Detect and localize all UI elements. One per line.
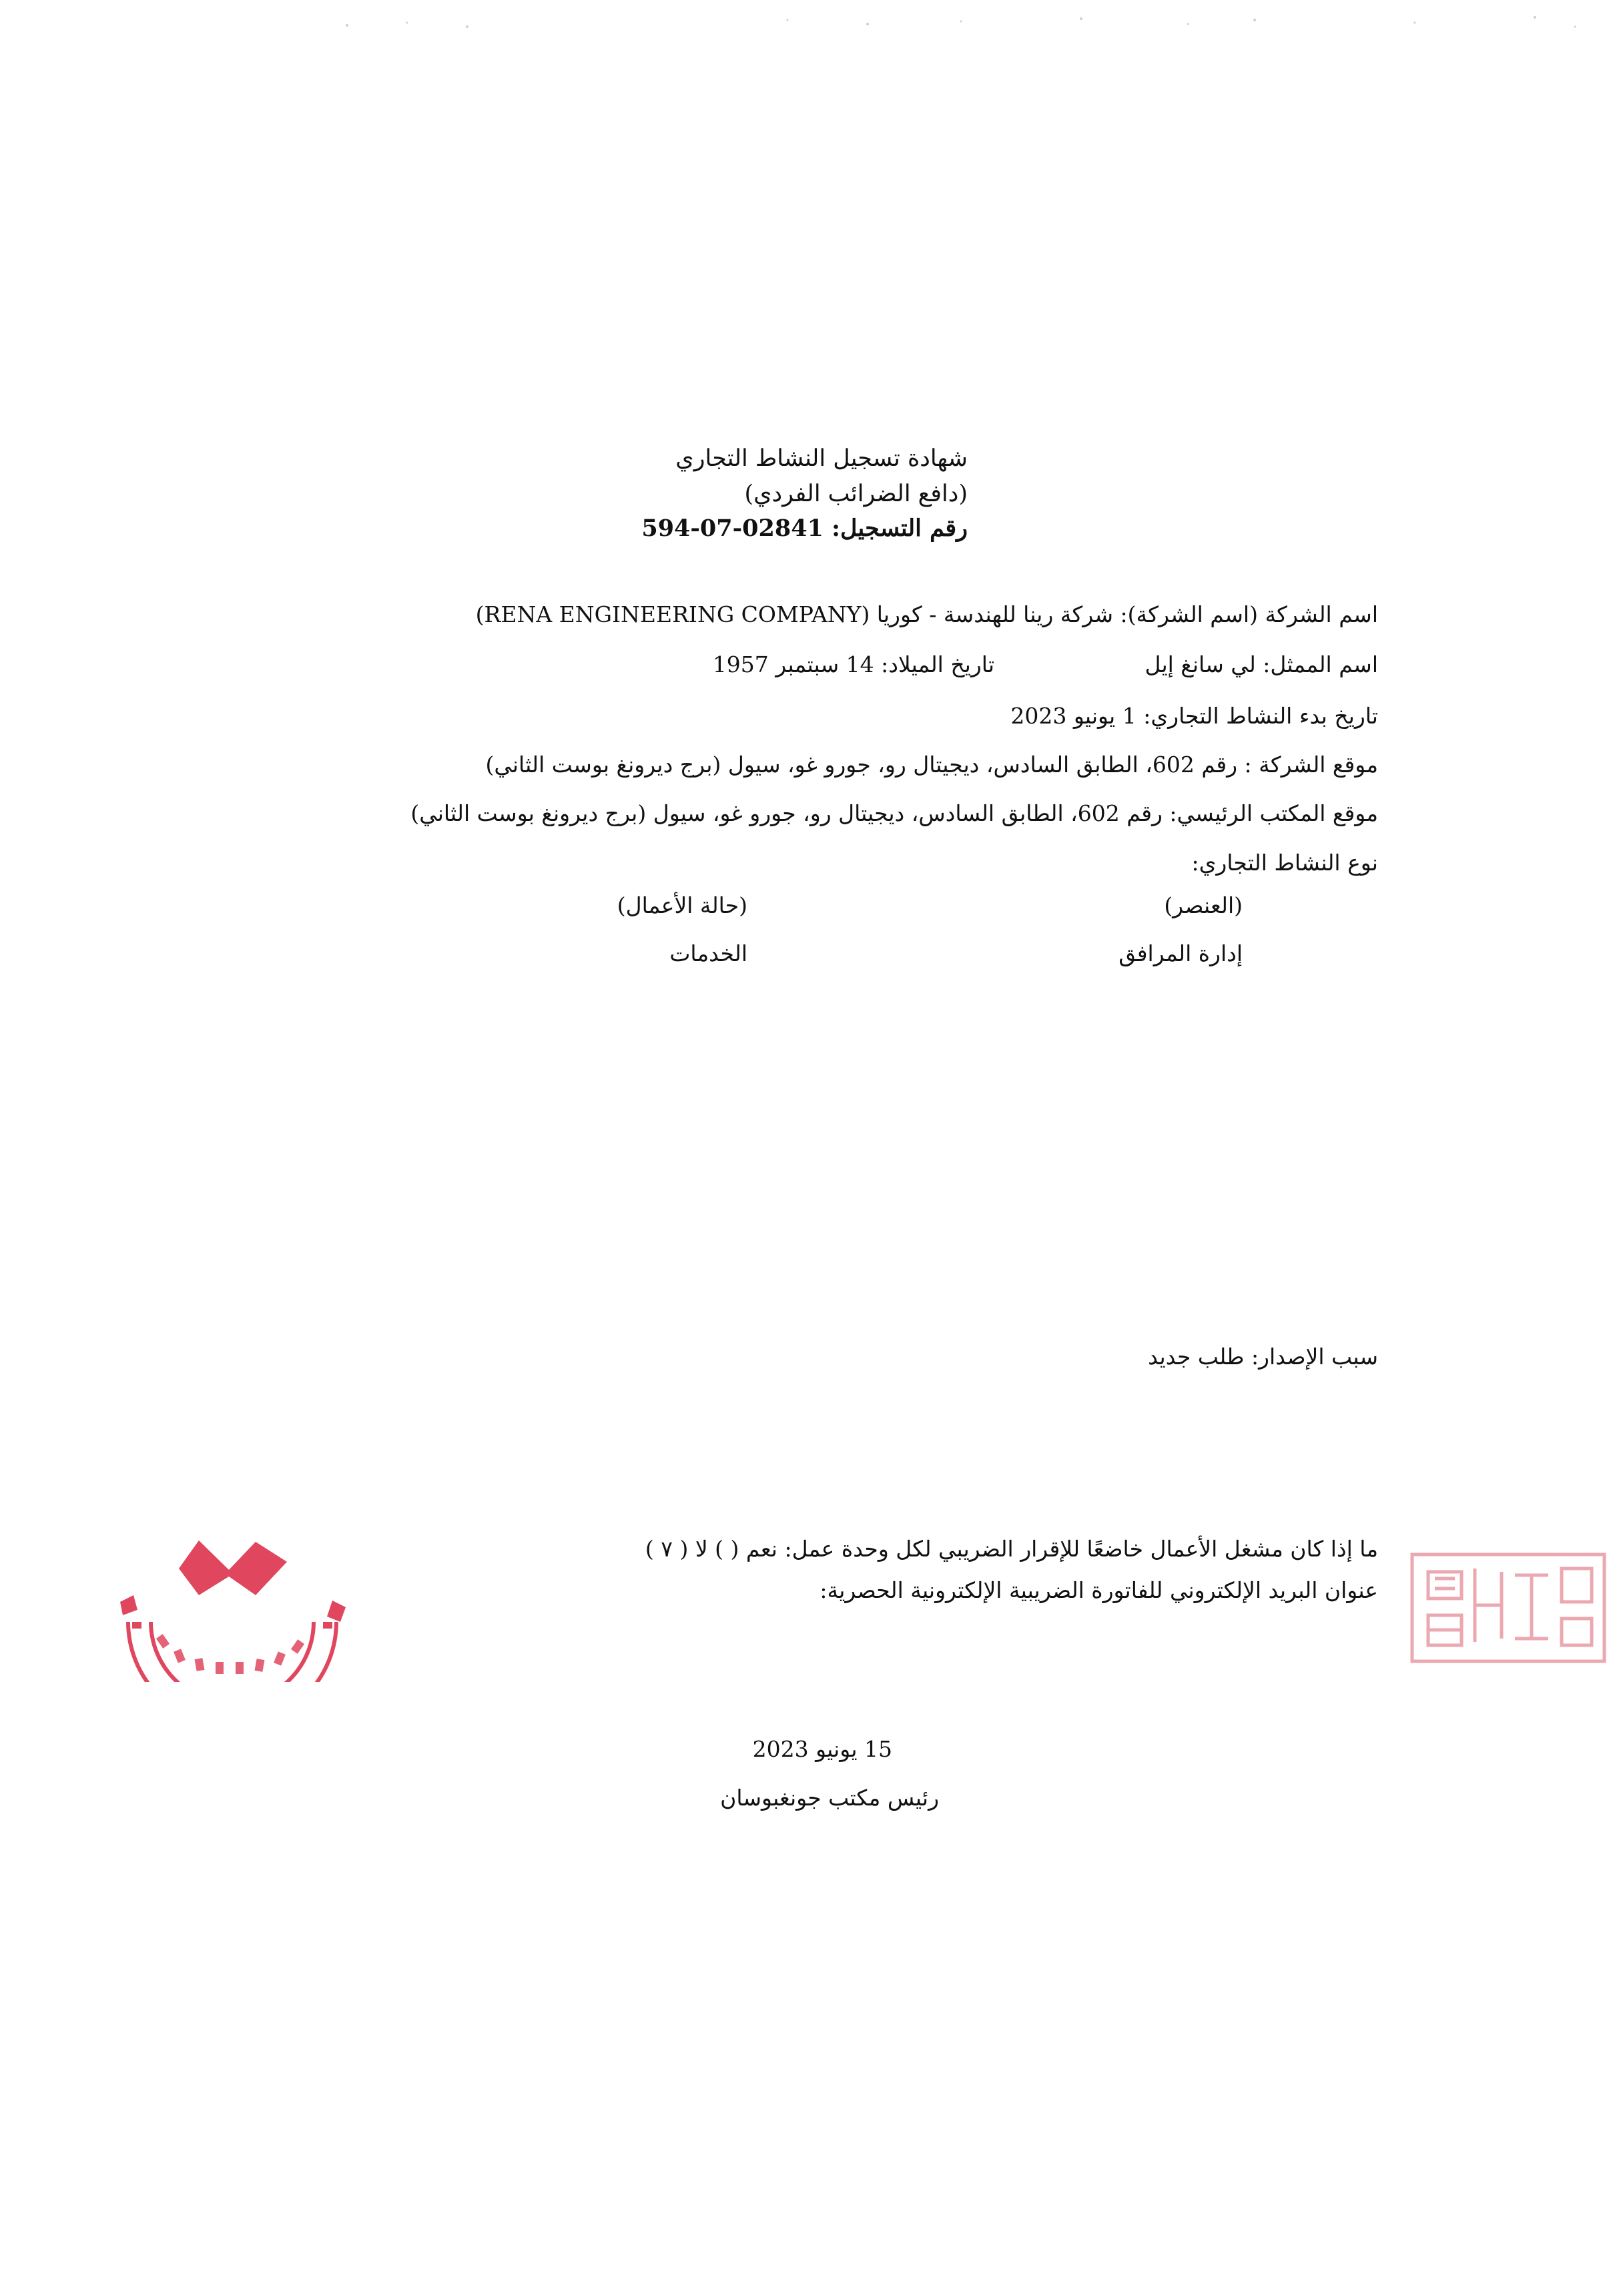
company-name-field: اسم الشركة (اسم الشركة): شركة رينا للهندسة - كوريا (RENA ENGINEERING COMPANY) [475, 601, 1378, 627]
office-seal-stamp [1408, 1538, 1608, 1672]
issue-reason-field: سبب الإصدار: طلب جديد [1148, 1344, 1378, 1370]
business-status-value: الخدمات [669, 940, 747, 966]
company-location-field: موقع الشركة : رقم 602، الطابق السادس، ديجيتال رو، جورو غو، سيول (برج ديرونغ بوست الثاني) [485, 752, 1378, 778]
start-date-field: تاريخ بدء النشاط التجاري: 1 يونيو 2023 [1010, 703, 1378, 729]
chamber-seal-stamp [112, 1522, 352, 1682]
birth-date-field: تاريخ الميلاد: 14 سبتمبر 1957 [712, 651, 994, 677]
issuer-title: رئيس مكتب جونغبوسان [720, 1785, 939, 1811]
head-office-field: موقع المكتب الرئيسي: رقم 602، الطابق السادس، ديجيتال رو، جورو غو، سيول (برج ديرونغ بوست الثاني) [410, 800, 1378, 826]
tax-declaration-question: ما إذا كان مشغل الأعمال خاضعًا للإقرار الضريبي لكل وحدة عمل: نعم ( ) لا ( ٧ ) [645, 1536, 1378, 1562]
certificate-subtitle: (دافع الضرائب الفردي) [744, 481, 968, 507]
certificate-title: شهادة تسجيل النشاط التجاري [675, 445, 968, 472]
issue-date: 15 يونيو 2023 [752, 1736, 892, 1762]
business-item-value: إدارة المرافق [1118, 940, 1243, 966]
tax-invoice-email-label: عنوان البريد الإلكتروني للفاتورة الضريبية الإلكترونية الحصرية: [820, 1577, 1378, 1603]
business-type-field: نوع النشاط التجاري: [1191, 850, 1378, 876]
scan-noise [0, 0, 1623, 80]
business-status-header: (حالة الأعمال) [617, 892, 747, 918]
registration-label: رقم التسجيل: [832, 515, 968, 542]
registration-line [641, 514, 968, 543]
business-item-header: (العنصر) [1164, 892, 1243, 918]
representative-field: اسم الممثل: لي سانغ إيل [1145, 651, 1378, 677]
registration-number: 594-07-02841 [641, 515, 824, 542]
